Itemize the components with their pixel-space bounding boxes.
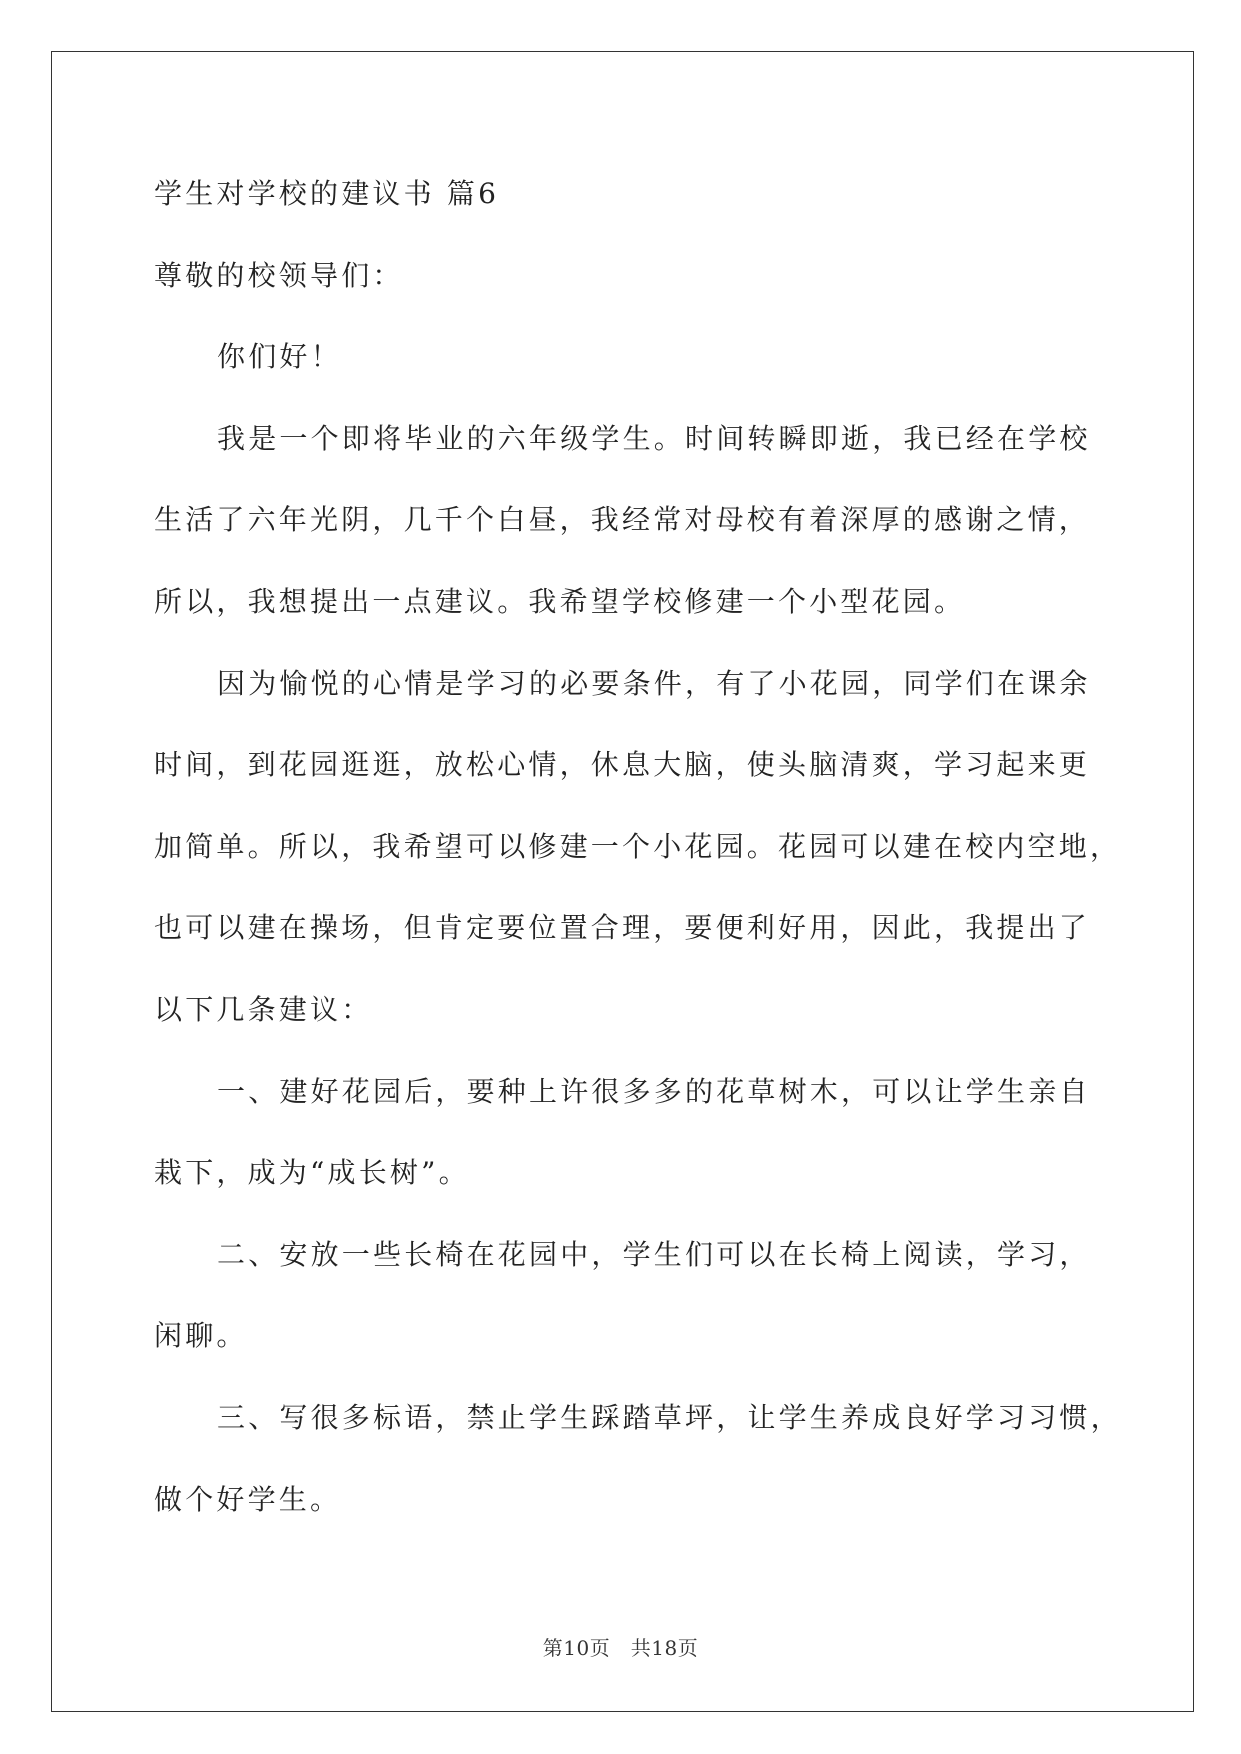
suggestion-line: 三、写很多标语，禁止学生踩踏草坪，让学生养成良好学习习惯， [217,1400,1122,1434]
document-title: 学生对学校的建议书 篇6 [154,177,500,210]
suggestion-line: 一、建好花园后，要种上许很多多的花草树木，可以让学生亲自 [217,1074,1091,1108]
suggestion-line: 二、安放一些长椅在花园中，学生们可以在长椅上阅读，学习， [217,1237,1091,1271]
body-line: 因为愉悦的心情是学习的必要条件，有了小花园，同学们在课余 [217,666,1091,700]
body-line: 所以，我想提出一点建议。我希望学校修建一个小型花园。 [154,584,966,618]
body-line: 时间，到花园逛逛，放松心情，休息大脑，使头脑清爽，学习起来更 [154,748,1091,782]
body-line: 也可以建在操场，但肯定要位置合理，要便利好用，因此，我提出了 [154,911,1091,945]
body-line: 以下几条建议： [154,992,373,1026]
suggestion-line: 做个好学生。 [154,1482,342,1516]
suggestion-line: 闲聊。 [154,1319,248,1353]
body-line: 我是一个即将毕业的六年级学生。时间转瞬即逝，我已经在学校 [217,421,1091,455]
body-line: 生活了六年光阴，几千个白昼，我经常对母校有着深厚的感谢之情， [154,503,1091,537]
body-line: 加简单。所以，我希望可以修建一个小花园。花园可以建在校内空地， [154,829,1122,863]
greeting-line: 你们好！ [217,340,342,374]
document-body [154,153,1164,1540]
salutation: 尊敬的校领导们： [154,258,404,292]
page-footer: 第10页 共18页 [542,1636,699,1660]
suggestion-line: 栽下，成为“成长树”。 [154,1156,470,1190]
